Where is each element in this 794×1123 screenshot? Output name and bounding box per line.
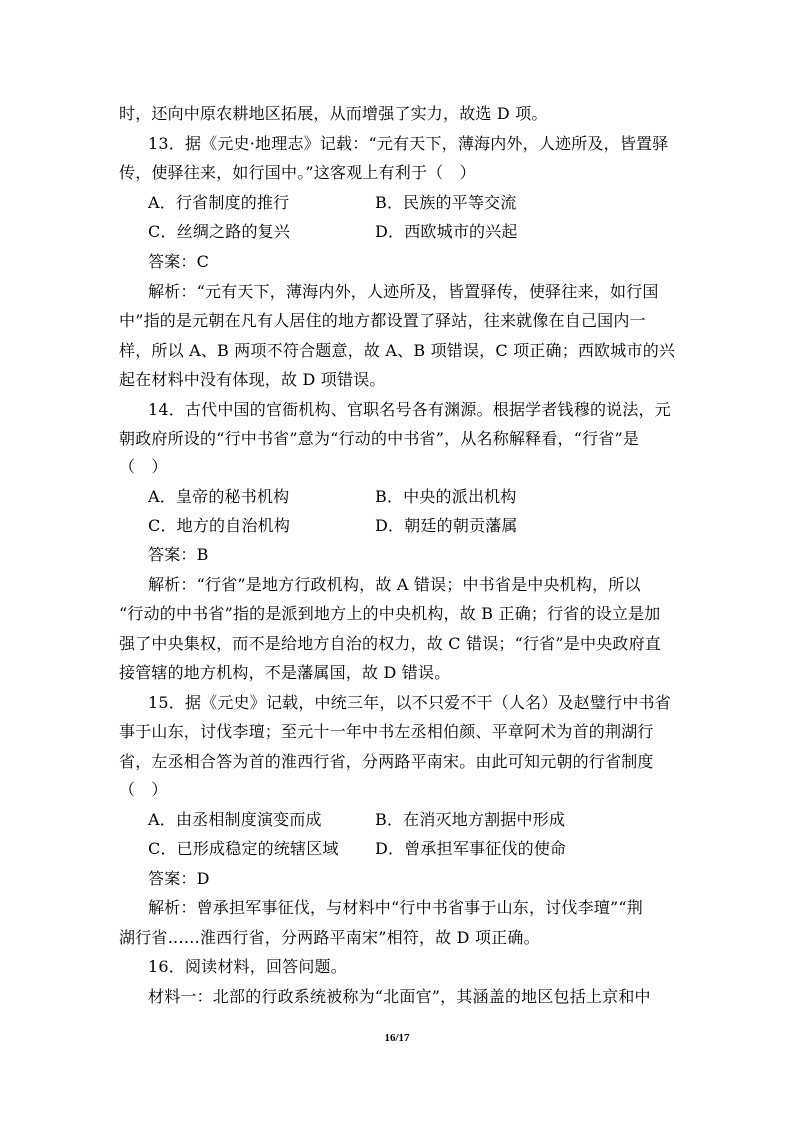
question-15-stem-cont: 省，左丞相合答为首的淮西行省，分两路平南宋。由此可知元朝的行省制度 <box>119 752 654 771</box>
option-a: A．行省制度的推行 <box>148 193 290 212</box>
option-b: B．在消灭地方割据中形成 <box>375 810 566 829</box>
question-13-options-row <box>148 192 708 214</box>
question-15-stem-cont: 事于山东，讨伐李璮；至元十一年中书左丞相伯颜、平章阿术为首的荆湖行 <box>119 722 654 741</box>
answer-14: 答案：B <box>148 545 209 564</box>
question-14-stem: 14．古代中国的官衙机构、官职名号各有渊源。根据学者钱穆的说法，元 <box>148 400 671 419</box>
analysis-14-cont: 接管辖的地方机构，不是藩属国，故 D 错误。 <box>119 663 451 682</box>
option-d: D．朝廷的朝贡藩属 <box>375 516 518 535</box>
text-line: 时，还向中原农耕地区拓展，从而增强了实力，故选 D 项。 <box>119 104 548 123</box>
question-13-stem-cont: 传，使驿往来，如行国中。”这客观上有利于（ ） <box>119 163 476 182</box>
analysis-13-cont: 中”指的是元朝在凡有人居住的地方都设置了驿站，往来就像在自己国内一 <box>119 311 646 330</box>
option-a: A．由丞相制度演变而成 <box>148 810 322 829</box>
question-14-stem-cont: 朝政府所设的“行中书省”意为“行动的中书省”，从名称解释看，“行省”是 <box>119 429 640 448</box>
question-13-options-row <box>148 221 708 243</box>
answer-13: 答案：C <box>148 252 210 271</box>
analysis-15-cont: 湖行省……淮西行省，分两路平南宋”相符，故 D 项正确。 <box>119 928 540 947</box>
question-15-stem: 15．据《元史》记载，中统三年，以不只爱不干（人名）及赵璧行中书省 <box>148 693 671 712</box>
option-c: C．已形成稳定的统辖区域 <box>148 839 339 858</box>
question-15-options-row <box>148 838 708 860</box>
question-15-stem-cont: （ ） <box>119 780 168 799</box>
option-d: D．西欧城市的兴起 <box>375 222 518 241</box>
analysis-14-cont: “行动的中书省”指的是派到地方上的中央机构，故 B 正确；行省的设立是加 <box>119 604 661 623</box>
option-a: A．皇帝的秘书机构 <box>148 487 290 506</box>
answer-15: 答案：D <box>148 869 210 888</box>
option-c: C．丝绸之路的复兴 <box>148 222 291 241</box>
question-14-options-row <box>148 515 708 537</box>
question-16-stem: 16．阅读材料，回答问题。 <box>148 957 347 976</box>
question-14-options-row <box>148 486 708 508</box>
option-d: D．曾承担军事征伐的使命 <box>375 839 567 858</box>
option-c: C．地方的自治机构 <box>148 516 291 535</box>
analysis-14-cont: 强了中央集权，而不是给地方自治的权力，故 C 错误；“行省”是中央政府直 <box>119 634 661 653</box>
analysis-14: 解析：“行省”是地方行政机构，故 A 错误；中书省是中央机构，所以 <box>148 575 641 594</box>
analysis-13-cont: 样，所以 A、B 两项不符合题意，故 A、B 项错误，C 项正确；西欧城市的兴 <box>119 341 676 360</box>
analysis-13-cont: 起在材料中没有体现，故 D 项错误。 <box>119 370 386 389</box>
analysis-13: 解析：“元有天下，薄海内外，人迹所及，皆置驿传，使驿往来，如行国 <box>148 282 659 301</box>
option-b: B．中央的派出机构 <box>375 487 517 506</box>
page-number: 16/17 <box>384 1032 410 1044</box>
analysis-15: 解析：曾承担军事征伐，与材料中“行中书省事于山东，讨伐李璮”“荆 <box>148 898 643 917</box>
question-15-options-row <box>148 809 708 831</box>
option-b: B．民族的平等交流 <box>375 193 517 212</box>
question-13-stem: 13．据《元史·地理志》记载：“元有天下，薄海内外，人迹所及，皆置驿 <box>148 134 669 153</box>
question-14-stem-cont: （ ） <box>119 457 168 476</box>
material-one: 材料一：北部的行政系统被称为“北面官”，其涵盖的地区包括上京和中 <box>148 987 651 1006</box>
